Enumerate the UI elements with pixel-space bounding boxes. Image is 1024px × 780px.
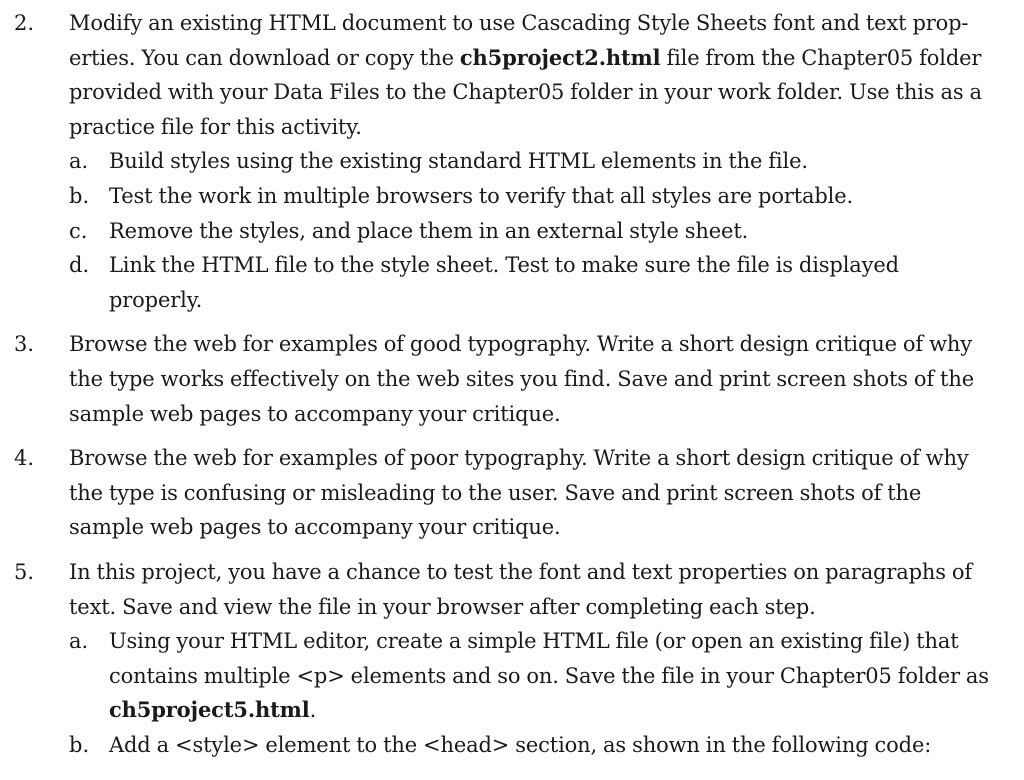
text-line: sample web pages to accompany your critique. [69,401,561,426]
subitem-list [69,144,984,317]
filename: ch5project5.html [109,697,310,723]
text-line: Browse the web for examples of good typography. Write a short design critique of why [69,332,972,357]
subitem-text [109,144,984,179]
text-line: Remove the styles, and place them in an external style sheet. [109,218,749,243]
subitem [69,144,984,179]
exercise-list [0,6,1024,762]
text-line: contains multiple <p> elements and so on. Save the file in your Chapter05 folder as [109,663,989,688]
subitem-letter: a. [69,629,89,654]
subitem-letter: b. [69,183,90,208]
exercise-number: 3. [14,332,35,357]
subitem-letter: b. [69,732,90,757]
subitem-text [109,214,984,249]
filename: ch5project2.html [459,44,661,70]
exercise-text [69,441,984,545]
subitem [69,248,984,317]
text-line: Add a <style> element to the <head> section, as shown in the following code: [109,732,932,757]
subitem-text [109,624,989,728]
text-line: ch5project5.html. [109,697,317,723]
text-line: erties. You can download or copy the ch5project2.html file from the Chapter05 folder [69,44,982,70]
text-line: Using your HTML editor, create a simple HTML file (or open an existing file) that [109,629,959,654]
exercise-text [69,327,984,431]
text-line: provided with your Data Files to the Chapter05 folder in your work folder. Use this as a [69,80,982,105]
subitem [69,179,984,214]
text-line: the type works effectively on the web sites you find. Save and print screen shots of the [69,366,974,391]
exercise-item [0,555,1024,763]
subitem [69,624,989,728]
text-line: the type is confusing or misleading to the user. Save and print screen shots of the [69,480,922,505]
subitem-text [109,179,984,214]
exercise-item [0,441,1024,545]
exercise-item [0,327,1024,431]
subitem-letter: d. [69,253,90,278]
subitem-list [69,624,989,762]
exercise-number: 2. [14,11,35,35]
exercise-text [69,6,984,144]
subitem-text [109,728,984,763]
text-line: properly. [109,287,203,312]
subitem-letter: a. [69,149,89,174]
text-line: Browse the web for examples of poor typography. Write a short design critique of why [69,446,969,471]
exercise-item [0,6,1024,317]
subitem [69,728,984,763]
text-line: practice file for this activity. [69,114,362,139]
subitem-letter: c. [69,218,88,243]
subitem [69,214,984,249]
text-line: Modify an existing HTML document to use Cascading Style Sheets font and text prop- [69,11,969,35]
exercise-number: 4. [14,446,35,471]
exercise-text [69,555,984,624]
text-line: In this project, you have a chance to test the font and text properties on paragraphs of [69,559,973,584]
text-line: text. Save and view the file in your browser after completing each step. [69,594,816,619]
text-line: sample web pages to accompany your critique. [69,515,561,540]
text-line: Build styles using the existing standard HTML elements in the file. [109,149,808,174]
exercise-number: 5. [14,559,35,584]
text-line: Link the HTML file to the style sheet. Test to make sure the file is displayed [109,253,899,278]
text-line: Test the work in multiple browsers to verify that all styles are portable. [109,183,854,208]
subitem-text [109,248,984,317]
